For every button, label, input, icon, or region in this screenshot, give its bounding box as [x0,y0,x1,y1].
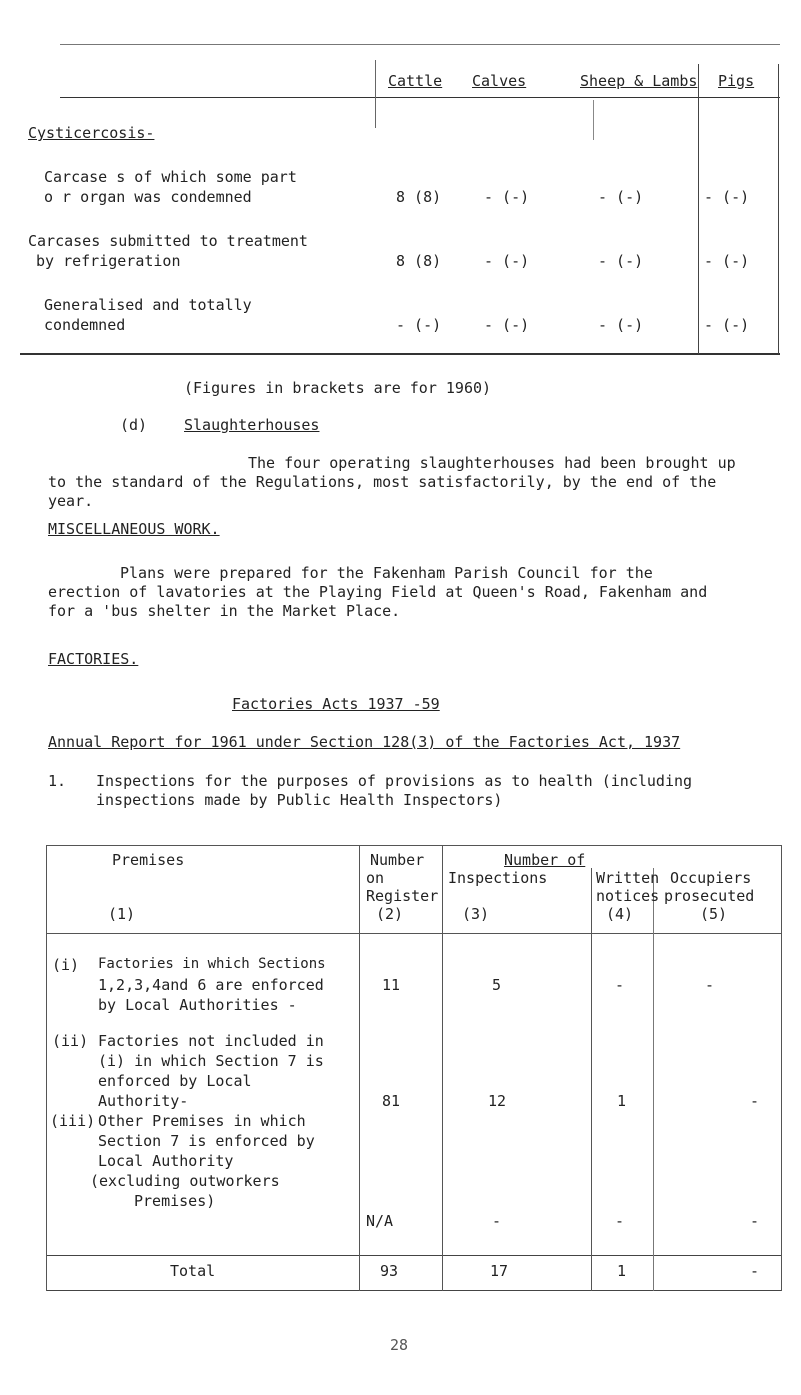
row-text-line: (excluding outworkers [90,1172,280,1190]
table2-left-border [46,845,47,1291]
row-text-line: Local Authority [98,1152,234,1170]
report-title: Annual Report for 1961 under Section 128(3) of the Factories Act, 1937 [48,733,681,751]
item-number: 1. [48,772,67,790]
cell-calves: - (-) [484,188,530,206]
col-header-premises-num: (1) [108,905,136,923]
cell-register: N/A [366,1212,394,1230]
cell-cattle: - (-) [396,316,442,334]
col-header-calves: Calves [472,72,527,90]
row-text-line: Authority- [98,1092,189,1110]
table1-right-border [778,64,779,354]
row-text-line: Factories in which Sections [98,956,326,972]
row-number: (iii) [50,1112,96,1130]
col-header-cattle: Cattle [388,72,443,90]
row-text-line: by Local Authorities - [98,996,297,1014]
table1-divider-2 [698,64,699,354]
cell-sheep-lambs: - (-) [598,252,644,270]
cell-register: 11 [382,976,401,994]
col-header-pigs: Pigs [718,72,755,90]
row-text-line: (i) in which Section 7 is [98,1052,324,1070]
figures-note: (Figures in brackets are for 1960) [184,379,492,397]
total-register: 93 [380,1262,399,1280]
col-header-premises: Premises [112,851,185,869]
cell-occupiers-prosecuted: - [750,1092,760,1110]
page-number: 28 [390,1336,409,1354]
table1-top-rule [60,44,780,45]
table1-divider-3 [593,100,594,140]
cell-sheep-lambs: - (-) [598,188,644,206]
col-header-number-line: Number [370,851,425,869]
table1-bottom-rule [20,353,780,355]
cell-register: 81 [382,1092,401,1110]
col-header-number-line: Register [366,887,439,905]
table2-right-border [781,845,782,1291]
cell-written-notices: - [615,976,625,994]
total-label: Total [170,1262,216,1280]
cell-pigs: - (-) [704,188,750,206]
section-label-cysticercosis: Cysticercosis- [28,124,155,142]
row-text-line: Premises) [134,1192,216,1210]
cell-written-notices: 1 [617,1092,627,1110]
cell-written-notices: - [615,1212,625,1230]
cell-cattle: 8 (8) [396,188,442,206]
col-header-inspections: Inspections [448,869,548,887]
cell-inspections: 5 [492,976,502,994]
row-number: (i) [52,956,80,974]
col-header-written-num: (4) [606,905,634,923]
row-label-line: by refrigeration [36,252,181,270]
col-header-occupiers-line: Occupiers [670,869,752,887]
cell-pigs: - (-) [704,316,750,334]
total-inspections: 17 [490,1262,509,1280]
item-text: Inspections for the purposes of provisions as to health (including inspections made by Public Health Inspectors) [96,772,693,809]
col-header-written-line: notices [596,887,660,905]
row-label-line: Carcase s of which some part [44,168,297,186]
cell-inspections: 12 [488,1092,507,1110]
row-label-line: o r organ was condemned [44,188,252,206]
table2-bottom-rule [46,1290,782,1291]
cell-cattle: 8 (8) [396,252,442,270]
cell-sheep-lambs: - (-) [598,316,644,334]
table2-header-bottom-rule [46,933,782,934]
table2-divider-1 [359,845,360,1291]
total-occupiers-prosecuted: - [750,1262,760,1280]
row-label-line: condemned [44,316,126,334]
section-label-d: (d) [120,416,148,434]
misc-text: Plans were prepared for the Fakenham Parish Council for the erection of lavatories at the Playing Field at Queen's Road, Fakenham and for a 'bus shelter in the Market Place. [48,564,708,620]
table1-divider-1 [375,60,376,128]
col-header-written-line: Written [596,869,660,887]
col-header-inspections-num: (3) [462,905,490,923]
row-text-line: Factories not included in [98,1032,324,1050]
cell-pigs: - (-) [704,252,750,270]
total-written-notices: 1 [617,1262,627,1280]
cell-calves: - (-) [484,316,530,334]
row-text-line: Other Premises in which [98,1112,306,1130]
cell-occupiers-prosecuted: - [750,1212,760,1230]
row-text-line: enforced by Local [98,1072,252,1090]
table2-total-top-rule [46,1255,782,1256]
cell-calves: - (-) [484,252,530,270]
cell-occupiers-prosecuted: - [705,976,715,994]
table1-header-rule [60,97,780,98]
row-label-line: Generalised and totally [44,296,252,314]
table2-divider-4 [653,868,654,1291]
col-header-number-num: (2) [376,905,404,923]
table2-divider-2 [442,845,443,1291]
table2-top-rule [46,845,782,846]
table2-divider-3 [591,868,592,1291]
col-header-occupiers-num: (5) [700,905,728,923]
cell-inspections: - [492,1212,502,1230]
col-header-number-line: on [366,869,385,887]
factories-subheading: Factories Acts 1937 -59 [232,695,440,713]
row-text-line: 1,2,3,4and 6 are enforced [98,976,324,994]
misc-heading: MISCELLANEOUS WORK. [48,520,220,538]
row-text-line: Section 7 is enforced by [98,1132,315,1150]
slaughterhouses-heading: Slaughterhouses [184,416,320,434]
col-header-sheep-lambs: Sheep & Lambs [580,72,698,90]
slaughterhouses-text: The four operating slaughterhouses had been brought up to the standard of the Regulations, most satisfactorily, by the end of the year. [48,454,736,510]
row-label-line: Carcases submitted to treatment [28,232,308,250]
group-header-number-of: Number of [504,851,586,869]
col-header-occupiers-line: prosecuted [664,887,755,905]
factories-heading: FACTORIES. [48,650,139,668]
row-number: (ii) [52,1032,89,1050]
